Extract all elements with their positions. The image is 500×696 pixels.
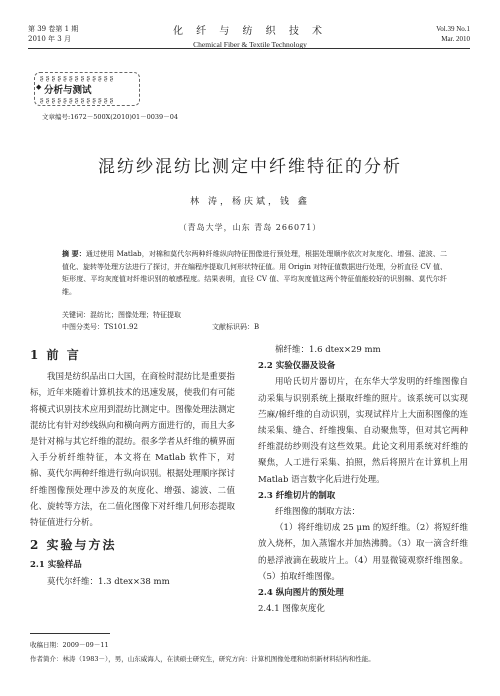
pub-date-en: Mar. 2010 — [441, 35, 470, 43]
diamond-icon: ◆ — [36, 83, 42, 91]
journal-title — [140, 22, 360, 49]
sample-modal: 莫代尔纤维：1.3 dtex×38 mm — [47, 576, 170, 587]
subsection-heading-instruments: 2.2 实验仪器及设备 — [258, 361, 336, 372]
affiliation: （青岛大学，山东 青岛 266071） — [178, 223, 322, 232]
abstract-text: 通过使用 Matlab，对棉和莫代尔两种纤维纵向特征图像进行预处理，根据处理顺序依次对灰度化、增强、滤波、二值化、旋转等处理方法进行了探讨，并在编程序提取几何形状特征值。用 Origin 对特征值数据进行处理，分析直径 CV 值、矩形度、平均灰度值对纤维识别的敏感程度。结果表明，直径 CV 值、平均灰度值这两个特征值能较好的识别棉、莫代尔纤维。 — [62, 250, 447, 296]
author-bio: 作者简介：林涛（1983－），男，山东威海人，在读硕士研究生，研究方向：计算机图像处理和纺织新材料结构和性能。 — [30, 655, 375, 663]
volume-issue-en: Vol.39 No.1 — [436, 25, 470, 33]
sample-cotton: 棉纤维：1.6 dtex×29 mm — [275, 345, 381, 355]
subsection-heading-grayscale: 2.4.1 图像灰度化 — [258, 604, 325, 615]
article-number: 文章编号:1672－500X(2010)01－0039－04 — [42, 113, 178, 121]
abstract — [62, 248, 447, 298]
subsection-heading-samples: 2.1 实验样品 — [30, 560, 82, 571]
right-column — [258, 342, 468, 617]
header-divider — [28, 48, 470, 49]
footnote-divider — [30, 633, 110, 634]
subsection-heading-preprocess: 2.4 纵向图片的预处理 — [258, 588, 344, 599]
journal-title-en: Chemical Fiber & Textile Technology — [193, 40, 307, 49]
abstract-label: 摘 要： — [62, 249, 86, 258]
section-tag-wave-bottom: ʂ ʂ ʂ ʂ ʂ ʂ ʂ ʂ ʂ ʂ ʂ ʂ ʂ — [40, 96, 114, 104]
journal-title-zh: 化 纤 与 纺 织 技 术 — [172, 26, 328, 37]
slices-steps: （1）将纤维切成 25 μm 的短纤维。（2）将短纤维放入烧杯，加入蒸馏水并加热沸腾。（3）取一滴含纤维的悬浮液滴在载玻片上。（4）用显微镜观察纤维图象。（5）拍取纤维图像。 — [258, 523, 468, 582]
document-code: 文献标识码：B — [212, 323, 260, 331]
section-heading-intro: 1 前 言 — [30, 348, 81, 362]
section-tag-label: 分析与测试 — [44, 85, 92, 96]
intro-paragraph: 我国是纺织品出口大国，在商检时混纺比是重要指标，近年来随着计算机技术的迅速发展，使我们有可能将模式识别技术应用到混纺比测定中。图像处理法测定混纺比有针对纱线纵向和横向两方面进行的，而且大多是针对棉与其它纤维的混纺。很多学者从纤维的横界面入手分析纤维特征，本文将在 Matlab 软件下，对棉、莫代尔两种纤维进行纵向识别。根据处理顺序探讨纤维图像预处理中涉及的灰度化、增强、滤波、二值化、旋转等方法，在二值化图像下对纤维几何形态提取特征值进行分析。 — [30, 372, 235, 529]
authors: 林 涛，杨庆斌，钱 鑫 — [190, 197, 310, 207]
classification-number: 中图分类号：TS101.92 — [62, 323, 138, 331]
volume-issue: 第 39 卷第 1 期 — [28, 25, 79, 33]
section-heading-methods: 2 实验与方法 — [30, 538, 117, 553]
pub-date: 2010 年 3 月 — [28, 35, 71, 43]
classification-line — [62, 322, 422, 332]
instruments-paragraph: 用哈氏切片器切片，在东华大学发明的纤维图像自动采集与识别系统上摄取纤维的照片。该系统可以实现苎麻/棉纤维的自动识别，实现试样片上大面积图像的连续采集、缝合、纤维搜集、自动聚焦等，但对其它两种纤维混纺纱则没有这些效果。此论文利用系统对纤维的聚焦，人工进行采集、拍照，然后将照片在计算机上用 Matlab 语言数字化后进行处理。 — [258, 377, 468, 485]
left-column — [30, 347, 235, 590]
received-date: 收稿日期：2009－09－11 — [30, 641, 109, 649]
keywords: 关键词：混纺比；图像处理；特征提取 — [62, 311, 181, 319]
section-tag-wave-top: ʂ ʂ ʂ ʂ ʂ ʂ ʂ ʂ ʂ ʂ ʂ ʂ ʂ — [40, 74, 114, 82]
journal-volume — [28, 24, 78, 44]
paper-title: 混纺纱混纺比测定中纤维特征的分析 — [98, 157, 402, 177]
subsection-heading-slices: 2.3 纤维切片的制取 — [258, 490, 336, 501]
section-tag — [30, 72, 140, 106]
journal-volume-en — [436, 24, 470, 44]
slices-intro: 纤维图像的制取方法： — [275, 507, 361, 518]
